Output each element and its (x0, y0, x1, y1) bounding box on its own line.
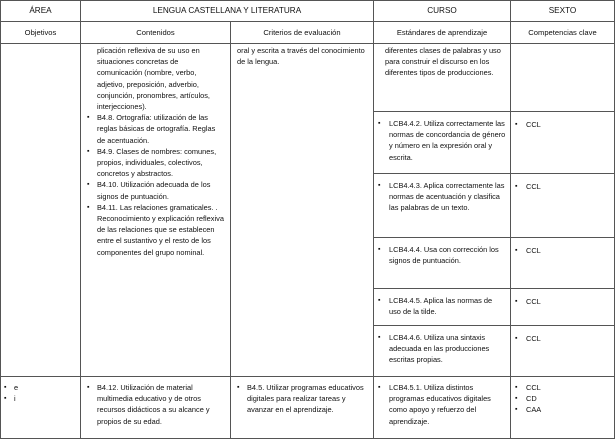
course-label: CURSO (374, 1, 511, 22)
estandares-lead: diferentes clases de palabras y uso para construir el discurso en los diferentes tipos de producciones. (385, 46, 501, 78)
contenidos-lead: plicación reflexiva de su uso en situaciones concretas de comunicación (nombre, verbo, adjetivo, preposición, adverbio, conjunción, pronombres, artículos, interjecciones). (97, 46, 210, 112)
competencia-badge: ▪ CCL (515, 333, 612, 344)
competencia-badge: ▪ CAA (515, 404, 612, 415)
contenidos-item: ▪ B4.10. Utilización adecuada de los signos de puntuación. (87, 179, 224, 201)
block2-objetivos-cell (1, 377, 81, 439)
competencia-badge: ▪ CCL (515, 119, 612, 130)
header-row (1, 1, 615, 22)
col-criterios: Criterios de evaluación (231, 22, 374, 44)
standard-text: ▪ LCB4.4.5. Aplica las normas de uso de la tilde. (378, 295, 506, 317)
block1-first-row (1, 44, 615, 112)
col-contenidos: Contenidos (81, 22, 231, 44)
competencia-badge: ▪ CCL (515, 181, 612, 192)
col-objetivos: Objetivos (1, 22, 81, 44)
criterios-lead: oral y escrita a través del conocimiento de la lengua. (237, 46, 365, 67)
contenido-item: ▪ B4.12. Utilización de material multimedia educativo y de otros recursos didácticos a su alcance y propios de su edad. (87, 382, 224, 427)
criterio-item: ▪ B4.5. Utilizar programas educativos digitales para realizar tareas y avanzar en el aprendizaje. (237, 382, 367, 416)
estandares-lead-cell (374, 44, 511, 112)
block2-row (1, 377, 615, 439)
block2-competencias-cell (511, 377, 615, 439)
block2-criterio-cell (231, 377, 374, 439)
block1-criterios-cell (231, 44, 374, 377)
contenidos-item: ▪ B4.8. Ortografía: utilización de las reglas básicas de ortografía. Reglas de acentuación. (87, 112, 224, 146)
objetivo-item: ▪ e (4, 382, 78, 393)
competencia-badge: ▪ CCL (515, 382, 612, 393)
competencia-badge: ▪ CCL (515, 245, 612, 256)
standard-text: ▪ LCB4.5.1. Utiliza distintos programas educativos digitales como apoyo y refuerzo del aprendizaje. (378, 382, 506, 427)
contenidos-item: ▪ B4.11. Las relaciones gramaticales. . Reconocimiento y explicación reflexiva de las relaciones que se establecen entre el sustantivo y el resto de los componentes del grupo nominal. (87, 202, 224, 258)
contenidos-item: ▪ B4.9. Clases de nombres: comunes, propios, individuales, colectivos, concretos y abstractos. (87, 146, 224, 180)
subject-title: LENGUA CASTELLANA Y LITERATURA (81, 1, 374, 22)
standard-text: ▪ LCB4.4.2. Utiliza correctamente las normas de concordancia de género y número en la expresión oral y escrita. (378, 118, 506, 163)
standard-text: ▪ LCB4.4.6. Utiliza una sintaxis adecuada en las producciones escritas propias. (378, 332, 506, 366)
standard-text: ▪ LCB4.4.3. Aplica correctamente las normas de acentuación y clasifica las palabras de un texto. (378, 180, 506, 214)
course-value: SEXTO (511, 1, 615, 22)
col-competencias: Competencias clave (511, 22, 615, 44)
block2-estandar-cell (374, 377, 511, 439)
block2-contenido-cell (81, 377, 231, 439)
area-label: ÁREA (1, 1, 81, 22)
column-header-row (1, 22, 615, 44)
col-estandares: Estándares de aprendizaje (374, 22, 511, 44)
standard-text: ▪ LCB4.4.4. Usa con corrección los signos de puntuación. (378, 244, 506, 266)
competencia-badge: ▪ CCL (515, 296, 612, 307)
objetivo-item: ▪ i (4, 393, 78, 404)
competencias-lead-cell (511, 44, 615, 112)
competencia-badge: ▪ CD (515, 393, 612, 404)
block1-contenidos-cell (81, 44, 231, 377)
block1-objetivos-cell (1, 44, 81, 377)
